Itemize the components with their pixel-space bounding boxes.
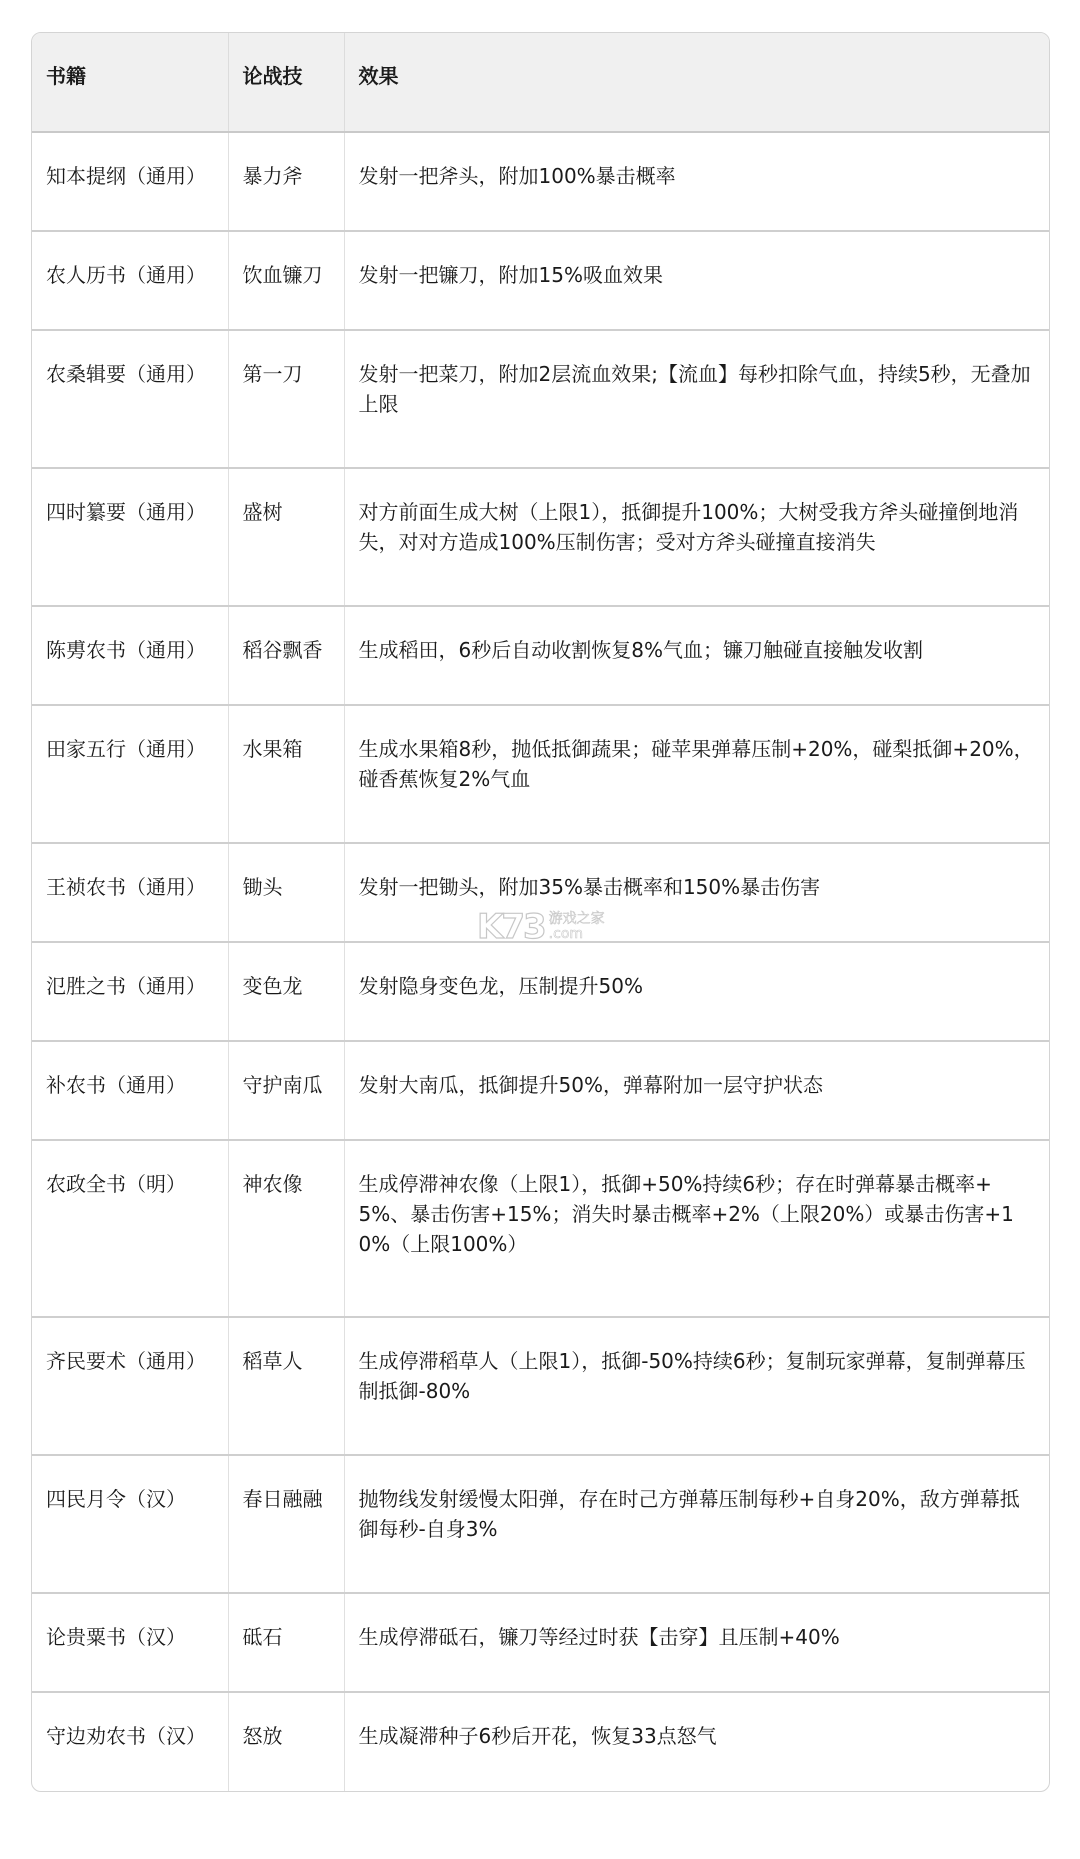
cell-effect: 发射一把菜刀，附加2层流血效果;【流血】每秒扣除气血，持续5秒，无叠加上限	[358, 362, 1031, 416]
cell-effect: 抛物线发射缓慢太阳弹，存在时己方弹幕压制每秒+自身20%，敌方弹幕抵御每秒-自身3%	[358, 1487, 1020, 1541]
cell-skill: 砥石	[228, 1593, 344, 1692]
cell-skill: 盛树	[228, 468, 344, 606]
header-book: 书籍	[32, 33, 228, 132]
cell-effect: 生成停滞砥石，镰刀等经过时获【击穿】且压制+40%	[358, 1625, 840, 1649]
cell-book: 田家五行（通用）	[32, 705, 228, 843]
cell-effect: 发射一把斧头，附加100%暴击概率	[358, 164, 676, 188]
cell-skill: 锄头	[228, 843, 344, 942]
table-body	[32, 132, 1049, 1791]
cell-book: 农桑辑要（通用）	[32, 330, 228, 468]
header-skill: 论战技	[228, 33, 344, 132]
cell-skill: 稻谷飘香	[228, 606, 344, 705]
cell-effect: 生成水果箱8秒，抛低抵御蔬果；碰苹果弹幕压制+20%，碰梨抵御+20%，碰香蕉恢复2%气血	[358, 737, 1034, 791]
cell-book: 齐民要术（通用）	[32, 1317, 228, 1455]
cell-effect: 发射大南瓜，抵御提升50%，弹幕附加一层守护状态	[358, 1073, 823, 1097]
cell-effect: 发射隐身变色龙，压制提升50%	[358, 974, 643, 998]
table-header	[32, 33, 1049, 132]
header-effect: 效果	[344, 33, 1049, 132]
table-row	[32, 606, 1049, 705]
cell-book: 守边劝农书（汉）	[32, 1692, 228, 1791]
watermark-domain: .com	[548, 926, 584, 942]
cell-skill: 暴力斧	[228, 132, 344, 231]
skills-table-container	[31, 32, 1050, 1792]
cell-effect: 生成凝滞种子6秒后开花，恢复33点怒气	[358, 1724, 717, 1748]
cell-skill: 变色龙	[228, 942, 344, 1041]
cell-effect: 生成停滞神农像（上限1），抵御+50%持续6秒；存在时弹幕暴击概率+5%、暴击伤害+15%；消失时暴击概率+2%（上限20%）或暴击伤害+10%（上限100%）	[358, 1172, 1014, 1256]
cell-skill: 第一刀	[228, 330, 344, 468]
cell-book: 补农书（通用）	[32, 1041, 228, 1140]
cell-effect: 生成稻田，6秒后自动收割恢复8%气血；镰刀触碰直接触发收割	[358, 638, 923, 662]
table-row	[32, 1140, 1049, 1317]
header-row	[32, 33, 1049, 132]
table-row	[32, 1692, 1049, 1791]
cell-effect: 对方前面生成大树（上限1），抵御提升100%；大树受我方斧头碰撞倒地消失，对对方造成100%压制伤害；受对方斧头碰撞直接消失	[358, 500, 1019, 554]
cell-skill: 水果箱	[228, 705, 344, 843]
cell-book: 农人历书（通用）	[32, 231, 228, 330]
cell-skill: 守护南瓜	[228, 1041, 344, 1140]
table-row	[32, 843, 1049, 942]
cell-effect: 发射一把锄头，附加35%暴击概率和150%暴击伤害	[358, 875, 821, 899]
table-row	[32, 942, 1049, 1041]
table-row	[32, 1041, 1049, 1140]
table-row	[32, 1317, 1049, 1455]
table-row	[32, 132, 1049, 231]
cell-skill: 饮血镰刀	[228, 231, 344, 330]
cell-skill: 稻草人	[228, 1317, 344, 1455]
cell-effect: 发射一把镰刀，附加15%吸血效果	[358, 263, 663, 287]
cell-book: 陈旉农书（通用）	[32, 606, 228, 705]
table-row	[32, 1455, 1049, 1593]
table-row	[32, 468, 1049, 606]
watermark-logo-icon: K73	[477, 907, 545, 947]
cell-book: 四民月令（汉）	[32, 1455, 228, 1593]
table-row	[32, 705, 1049, 843]
cell-book: 知本提纲（通用）	[32, 132, 228, 231]
cell-book: 论贵粟书（汉）	[32, 1593, 228, 1692]
cell-book: 四时纂要（通用）	[32, 468, 228, 606]
table-row	[32, 330, 1049, 468]
cell-book: 农政全书（明）	[32, 1140, 228, 1317]
cell-book: 氾胜之书（通用）	[32, 942, 228, 1041]
table-row	[32, 1593, 1049, 1692]
cell-skill: 怒放	[228, 1692, 344, 1791]
table-row	[32, 231, 1049, 330]
cell-skill: 神农像	[228, 1140, 344, 1317]
cell-book: 王祯农书（通用）	[32, 843, 228, 942]
cell-effect: 生成停滞稻草人（上限1），抵御-50%持续6秒；复制玩家弹幕，复制弹幕压制抵御-80%	[358, 1349, 1026, 1403]
book-skills-table	[32, 33, 1049, 1791]
watermark-site-name: 游戏之家	[548, 911, 605, 927]
cell-skill: 春日融融	[228, 1455, 344, 1593]
